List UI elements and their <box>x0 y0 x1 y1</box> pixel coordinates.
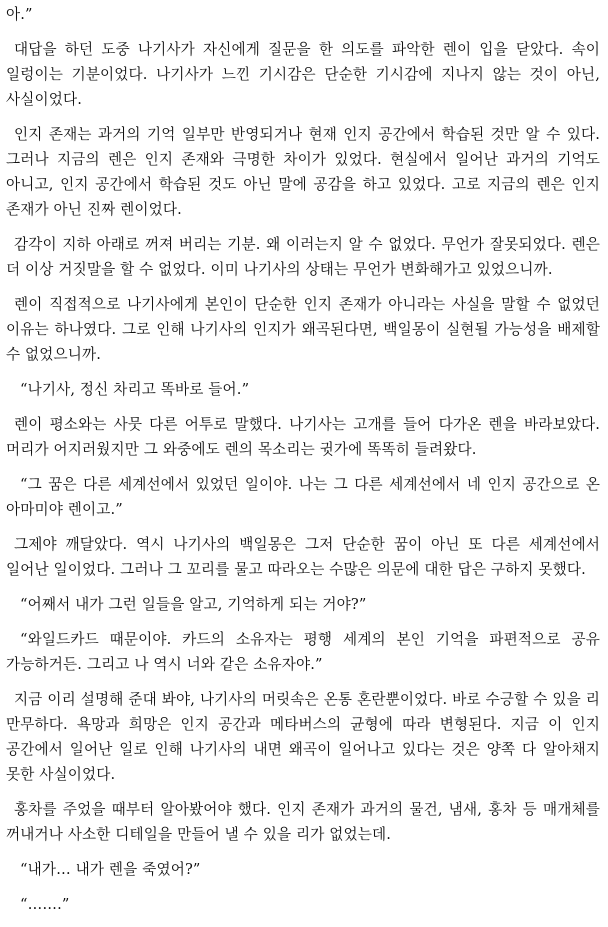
paragraph-2: 대답을 하던 도중 나기사가 자신에게 질문을 한 의도를 파악한 렌이 입을 닫았다. 속이 일렁이는 기분이었다. 나기사가 느낀 기시감은 단순한 기시감에 지나지 않는 것이 아닌, 사실이었다. <box>6 41 600 108</box>
dialog-line-5: “내가… 내가 렌을 죽였어?” <box>20 861 201 878</box>
paragraph-7: 그제야 깨달았다. 역시 나기사의 백일몽은 그저 단순한 꿈이 아닌 또 다른 세계선에서 일어난 일이었다. 그러나 그 꼬리를 물고 따라오는 수많은 의문에 대한 답은 구하지 못했다. <box>6 536 600 578</box>
paragraph-8: 지금 이리 설명해 준대 봐야, 나기사의 머릿속은 온통 혼란뿐이었다. 바로 수긍할 수 있을 리 만무하다. 욕망과 희망은 인지 공간과 메타버스의 균형에 따라 변형된다. 지금 이 인지 공간에서 일어난 일로 인해 나기사의 내면 왜곡이 일어나고 있다는 것은 양쪽 다 알아채지 못한 사실이었다. <box>6 691 600 783</box>
document-page <box>6 2 600 927</box>
paragraph-1: 아.” <box>6 6 33 23</box>
paragraph-4: 감각이 지하 아래로 꺼져 버리는 기분. 왜 이러는지 알 수 없었다. 무언가 잘못되었다. 렌은 더 이상 거짓말을 할 수 없었다. 이미 나기사의 상태는 무언가 변화해가고 있었으니까. <box>6 236 600 278</box>
dialog-line-4: “와일드카드 때문이야. 카드의 소유자는 평행 세계의 본인 기억을 파편적으로 공유 가능하거든. 그리고 나 역시 너와 같은 소유자야.” <box>6 631 600 673</box>
paragraph-3: 인지 존재는 과거의 기억 일부만 반영되거나 현재 인지 공간에서 학습된 것만 알 수 있다. 그러나 지금의 렌은 인지 존재와 극명한 차이가 있었다. 현실에서 일어난 과거의 기억도 아니고, 인지 공간에서 학습된 것도 아닌 말에 공감을 하고 있었다. 고로 지금의 렌은 인지 존재가 아닌 진짜 렌이었다. <box>6 126 600 218</box>
dialog-line-6: “…….” <box>20 896 70 913</box>
paragraph-9: 홍차를 주었을 때부터 알아봤어야 했다. 인지 존재가 과거의 물건, 냄새, 홍차 등 매개체를 꺼내거나 사소한 디테일을 만들어 낼 수 있을 리가 없었는데. <box>6 801 600 843</box>
dialog-line-3: “어째서 내가 그런 일들을 알고, 기억하게 되는 거야?” <box>20 596 367 613</box>
paragraph-5: 렌이 직접적으로 나기사에게 본인이 단순한 인지 존재가 아니라는 사실을 말할 수 없었던 이유는 하나였다. 그로 인해 나기사의 인지가 왜곡된다면, 백일몽이 실현될 가능성을 배제할 수 없었으니까. <box>6 296 600 363</box>
paragraph-6: 렌이 평소와는 사뭇 다른 어투로 말했다. 나기사는 고개를 들어 다가온 렌을 바라보았다. 머리가 어지러웠지만 그 와중에도 렌의 목소리는 귓가에 똑똑히 들려왔다. <box>6 416 600 458</box>
dialog-line-2: “그 꿈은 다른 세계선에서 있었던 일이야. 나는 그 다른 세계선에서 네 인지 공간으로 온 아마미야 렌이고.” <box>6 476 600 518</box>
dialog-line-1: “나기사, 정신 차리고 똑바로 들어.” <box>20 381 250 398</box>
